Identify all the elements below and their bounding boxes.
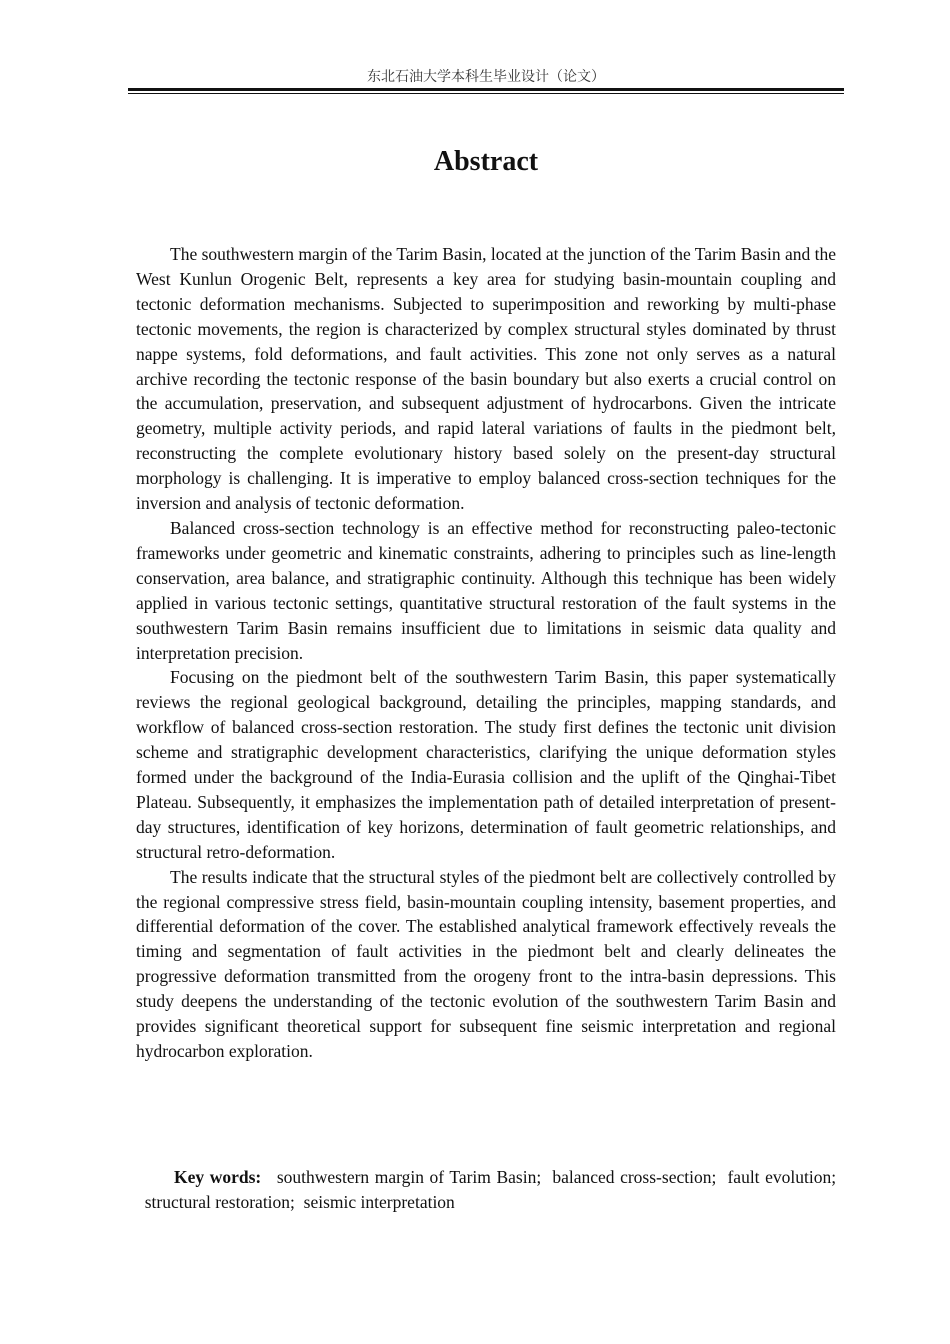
keywords-label: Key words: xyxy=(174,1167,262,1187)
keyword-item: southwestern margin of Tarim Basin; xyxy=(276,1167,542,1187)
abstract-paragraph-3: Focusing on the piedmont belt of the southwestern Tarim Basin, this paper systematically reviews the regional geological background, detailing the principles, mapping standards, and workflow of balanced cross-section restoration. The study first defines the tectonic unit division scheme and stratigraphic development characteristics, clarifying the unique deformation styles formed under the background of the India-Eurasia collision and the uplift of the Qinghai-Tibet Plateau. Subsequently, it emphasizes the implementation path of detailed interpretation of present-day structures, identification of key horizons, determination of fault geometric relationships, and structural retro-deformation. xyxy=(136,667,836,862)
abstract-paragraph-2: Balanced cross-section technology is an effective method for reconstructing paleo-tectonic frameworks under geometric and kinematic constraints, adhering to principles such as line-length conservation, area balance, and stratigraphic continuity. Although this technique has been widely applied in various tectonic settings, quantitative structural restoration of the fault systems in the southwestern Tarim Basin remains insufficient due to limitations in seismic data quality and interpretation precision. xyxy=(136,517,836,663)
keyword-item: balanced cross-section; xyxy=(552,1167,717,1187)
keyword-item: structural restoration; xyxy=(144,1192,295,1212)
header-rule-thick xyxy=(128,88,844,91)
keyword-item: seismic interpretation xyxy=(303,1192,455,1212)
abstract-paragraph-1: The southwestern margin of the Tarim Basin, located at the junction of the Tarim Basin and the West Kunlun Orogenic Belt, represents a key area for studying basin-mountain coupling and tectonic deformation mechanisms. Subjected to superimposition and reworking by multi-phase tectonic movements, the region is characterized by complex structural styles dominated by thrust nappe systems, fold deformations, and fault activities. This zone not only serves as a natural archive recording the tectonic response of the basin boundary but also exerts a crucial control on the accumulation, preservation, and subsequent adjustment of hydrocarbons. Given the intricate geometry, multiple activity periods, and rapid lateral variations of faults in the piedmont belt, reconstructing the complete evolutionary history based solely on the present-day structural morphology is challenging. It is imperative to employ balanced cross-section techniques for the inversion and analysis of tectonic deformation. xyxy=(136,244,836,514)
abstract-title: Abstract xyxy=(433,146,539,177)
abstract-body xyxy=(136,242,836,1064)
running-header: 东北石油大学本科生毕业设计（论文） xyxy=(367,69,605,85)
header-rule-thin xyxy=(128,93,844,94)
keywords-line xyxy=(136,1165,836,1215)
keyword-item: fault evolution; xyxy=(727,1167,837,1187)
abstract-paragraph-4: The results indicate that the structural styles of the piedmont belt are collectively controlled by the regional compressive stress field, basin-mountain coupling intensity, basement properties, and differential deformation of the cover. The established analytical framework effectively reveals the timing and segmentation of fault activities in the piedmont belt and clearly delineates the progressive deformation transmitted from the orogeny front to the intra-basin depressions. This study deepens the understanding of the tectonic evolution of the southwestern Tarim Basin and provides significant theoretical support for subsequent fine seismic interpretation and regional hydrocarbon exploration. xyxy=(136,866,836,1061)
